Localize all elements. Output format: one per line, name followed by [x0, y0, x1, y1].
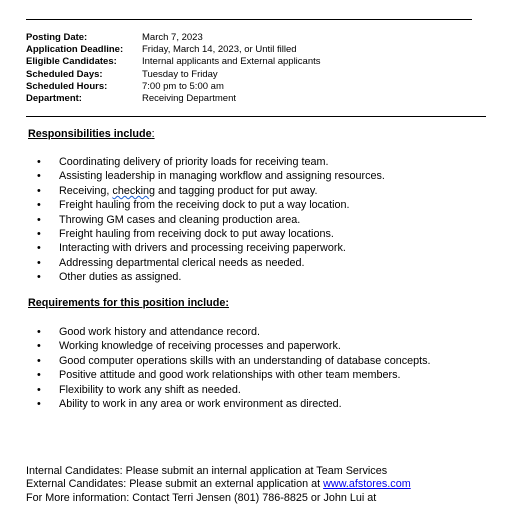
list-item: • Addressing departmental clerical needs as needed.	[28, 256, 385, 270]
top-divider	[26, 19, 472, 20]
list-item-text: Receiving, checking and tagging product for put away.	[59, 184, 318, 197]
list-item	[28, 184, 385, 198]
detail-value: 7:00 pm to 5:00 am	[142, 80, 224, 92]
detail-value: Receiving Department	[142, 93, 236, 105]
detail-row-eligible-candidates	[26, 56, 321, 68]
list-item: • Good work history and attendance record.	[28, 325, 431, 339]
list-item: • Interacting with drivers and processing receiving paperwork.	[28, 241, 385, 255]
detail-value: Tuesday to Friday	[142, 68, 218, 80]
list-item: • Working knowledge of receiving processes and paperwork.	[28, 339, 431, 353]
list-item: • Other duties as assigned.	[28, 270, 385, 284]
list-item: • Good computer operations skills with an understanding of database concepts.	[28, 354, 431, 368]
detail-row-posting-date	[26, 32, 321, 44]
detail-row-department	[26, 93, 321, 105]
application-instructions	[26, 465, 411, 505]
section-divider	[26, 116, 486, 117]
detail-row-scheduled-days	[26, 69, 321, 81]
requirements-heading: Requirements for this position include:	[28, 297, 229, 309]
posting-details	[26, 32, 321, 105]
detail-value: Internal applicants and External applicants	[142, 56, 321, 68]
detail-value: Friday, March 14, 2023, or Until filled	[142, 44, 297, 56]
list-item: • Flexibility to work any shift as needed.	[28, 383, 431, 397]
list-item: • Freight hauling from the receiving dock to put a way location.	[28, 198, 385, 212]
afstores-link[interactable]: www.afstores.com	[323, 478, 411, 491]
external-candidates-note: External Candidates: Please submit an external application at www.afstores.com	[26, 478, 411, 491]
list-item: • Ability to work in any area or work environment as directed.	[28, 397, 431, 411]
detail-label: Application Deadline:	[26, 44, 124, 56]
detail-label: Scheduled Days:	[26, 68, 103, 80]
detail-label: Scheduled Hours:	[26, 80, 108, 92]
list-item: • Positive attitude and good work relationships with other team members.	[28, 368, 431, 382]
spellcheck-flagged-word: checking	[112, 184, 156, 197]
detail-label: Eligible Candidates:	[26, 56, 117, 68]
internal-candidates-note: Internal Candidates: Please submit an internal application at Team Services	[26, 465, 388, 477]
detail-label: Department:	[26, 93, 82, 105]
detail-label: Posting Date:	[26, 32, 88, 43]
list-item: • Throwing GM cases and cleaning production area.	[28, 213, 385, 227]
detail-value: March 7, 2023	[142, 32, 203, 43]
contact-note: For More information: Contact Terri Jensen (801) 786-8825 or John Lui at	[26, 491, 377, 504]
list-item: • Coordinating delivery of priority loads for receiving team.	[28, 155, 385, 169]
list-item: • Freight hauling from receiving dock to put away locations.	[28, 227, 385, 241]
requirements-list	[28, 325, 431, 411]
detail-row-scheduled-hours	[26, 81, 321, 93]
detail-row-application-deadline	[26, 44, 321, 56]
list-item: • Assisting leadership in managing workflow and assigning resources.	[28, 169, 385, 183]
responsibilities-list	[28, 155, 385, 285]
responsibilities-heading: Responsibilities include:	[28, 128, 155, 140]
